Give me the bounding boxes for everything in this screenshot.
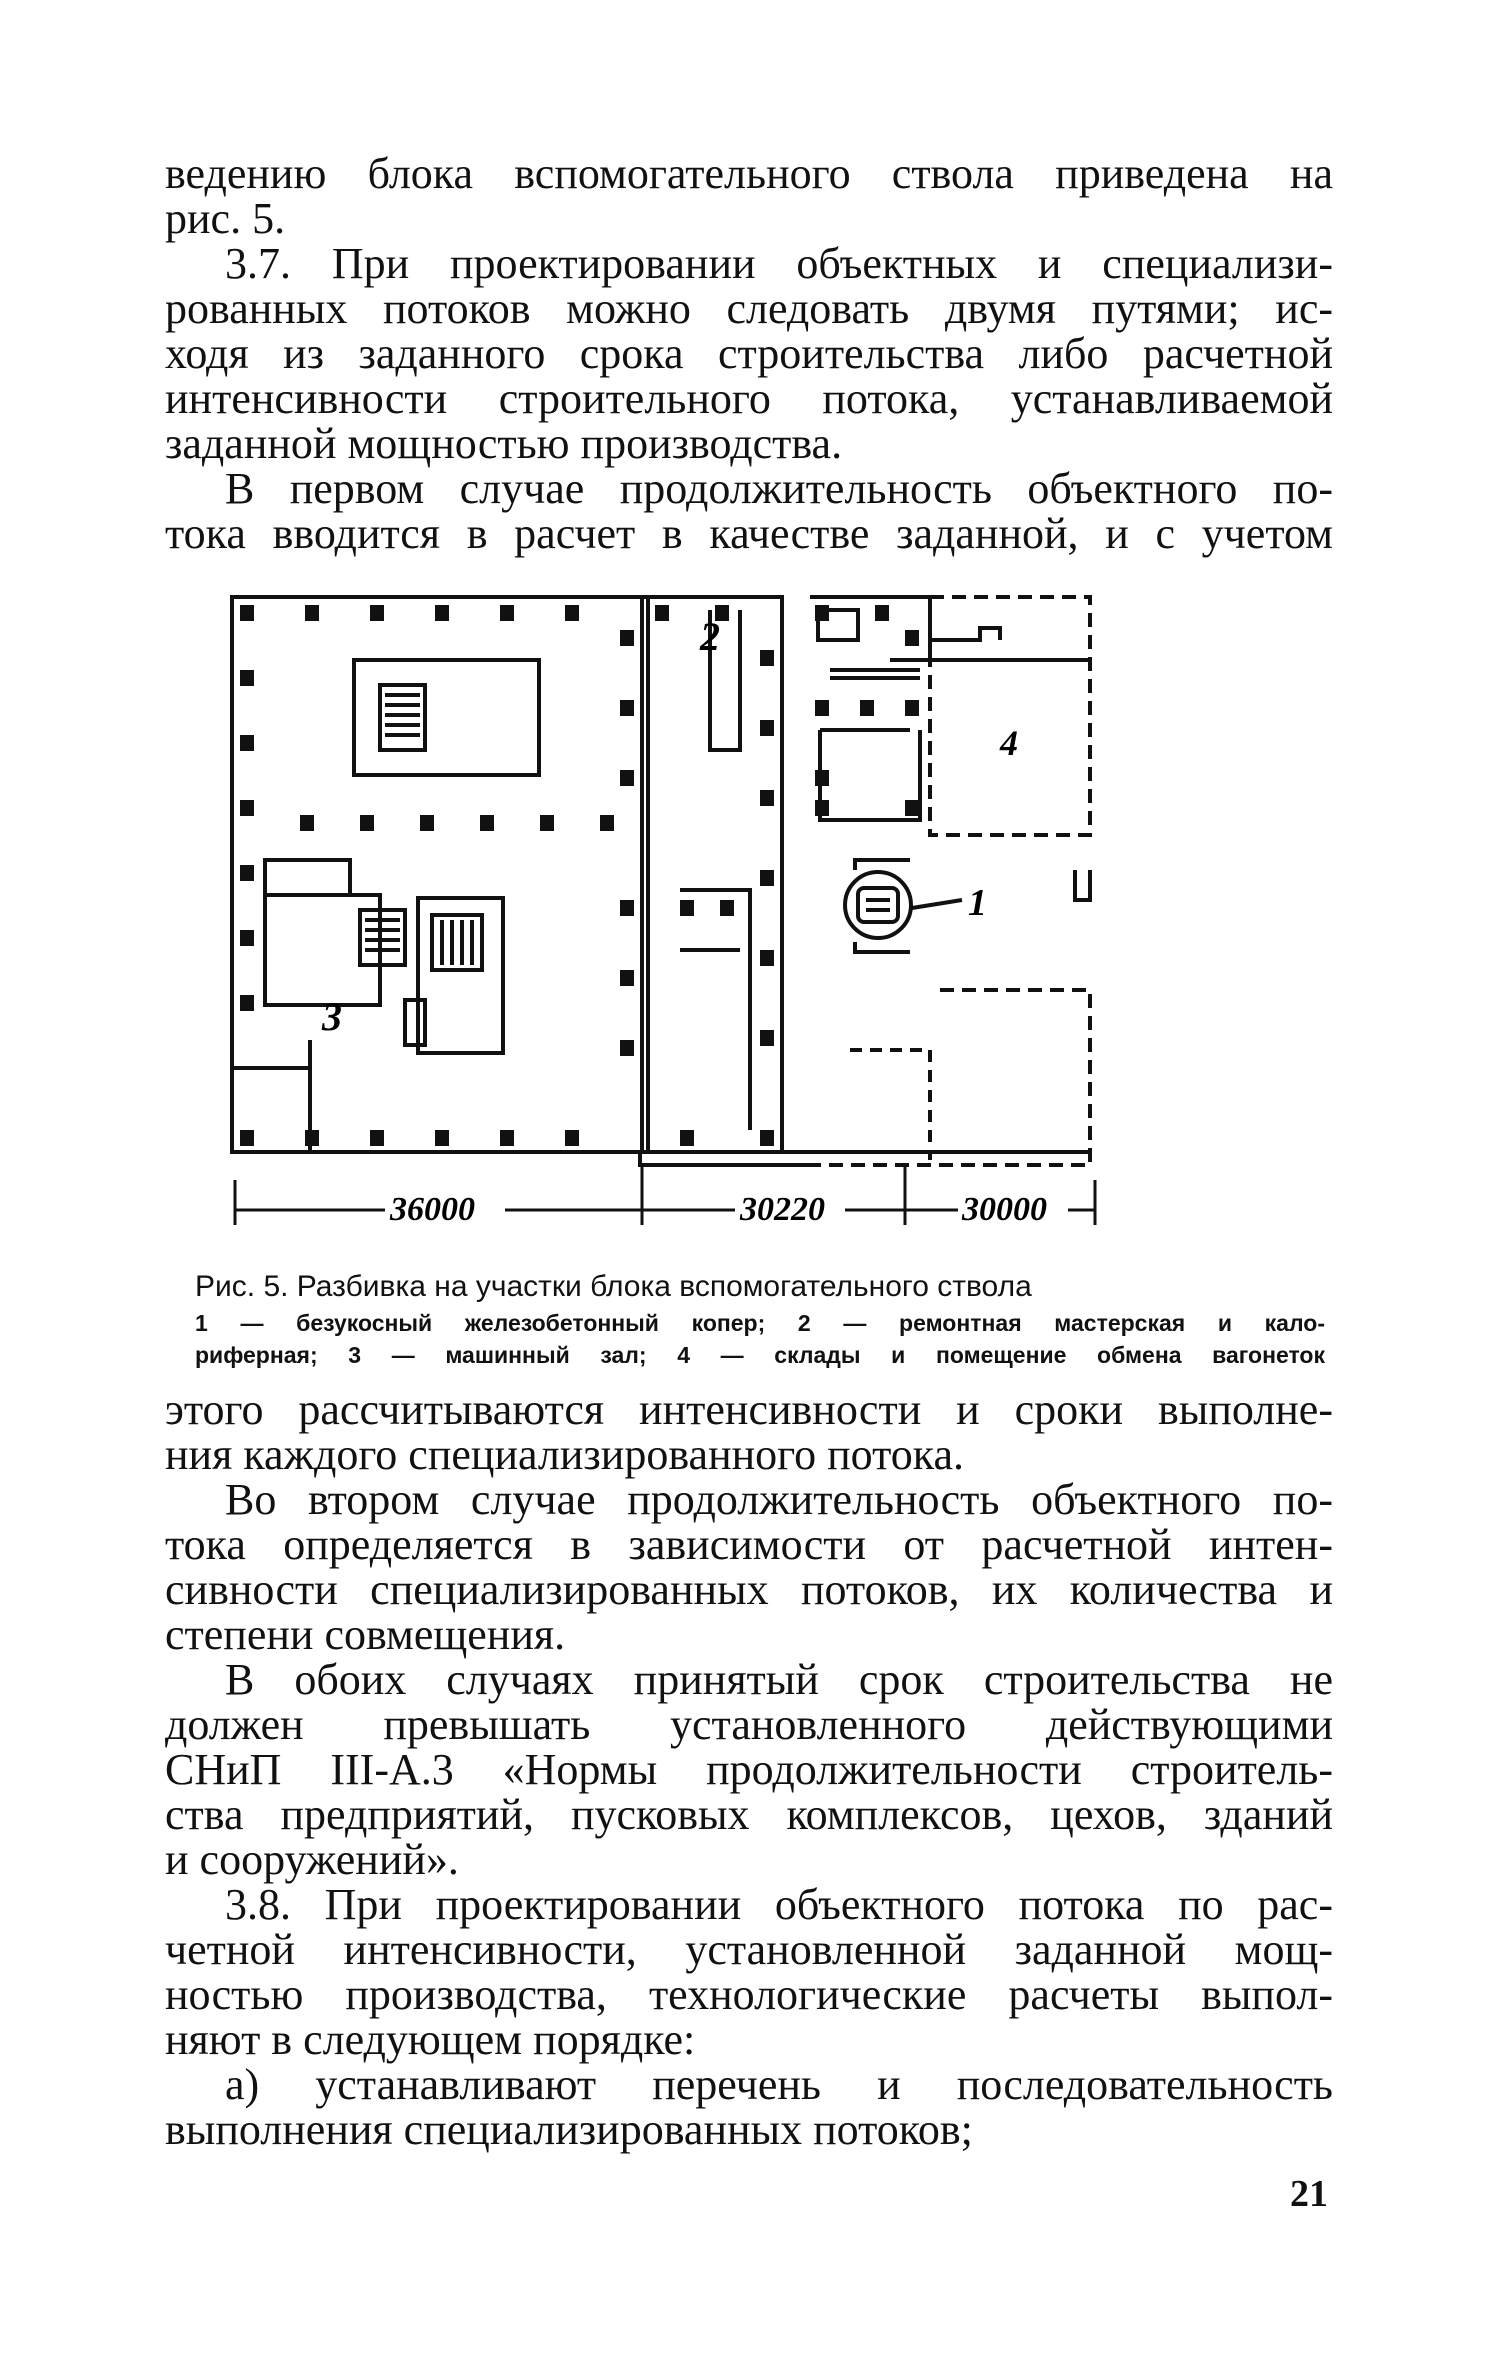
text-line: четной интенсивности, установленной заданной мощ- [165,1925,1333,1974]
text-line: тока определяется в зависимости от расчетной интен- [165,1520,1333,1569]
text-line: ведению блока вспомогательного ствола приведена на [165,149,1333,198]
floor-plan-figure [210,570,1330,1230]
figure-caption-line: 1 — безукосный железобетонный копер; 2 — ремонтная мастерская и кало- [195,1310,1325,1336]
figure-caption-line: риферная; 3 — машинный зал; 4 — склады и помещение обмена вагонеток [195,1342,1325,1368]
text-line: степени совмещения. [165,1610,566,1659]
dimension-30220: 30220 [740,1191,825,1228]
label-3: 3 [322,994,342,1039]
text-line: ходя из заданного срока строительства либо расчетной [165,329,1333,378]
text-line: 3.7. При проектировании объектных и специализи- [225,239,1333,288]
text-line: СНиП III-А.3 «Нормы продолжительности строитель- [165,1745,1333,1794]
text-line: няют в следующем порядке: [165,2015,696,2064]
text-line: а) устанавливают перечень и последовательность [225,2060,1333,2109]
dimension-30000: 30000 [962,1191,1047,1228]
label-2: 2 [700,614,720,659]
text-line: В первом случае продолжительность объектного по- [225,464,1333,513]
text-line: ностью производства, технологические расчеты выпол- [165,1970,1333,2019]
text-line: ства предприятий, пусковых комплексов, цехов, зданий [165,1790,1333,1839]
text-line: интенсивности строительного потока, устанавливаемой [165,374,1333,423]
text-line: рис. 5. [165,194,286,243]
columns [240,605,919,1146]
text-line: сивности специализированных потоков, их количества и [165,1565,1333,1614]
text-line: выполнения специализированных потоков; [165,2105,973,2154]
text-line: этого рассчитываются интенсивности и сроки выполне- [165,1385,1333,1434]
text-line: В обоих случаях принятый срок строительства не [225,1655,1333,1704]
page-number: 21 [1290,2173,1328,2215]
text-line: Во втором случае продолжительность объектного по- [225,1475,1333,1524]
label-4: 4 [1000,723,1018,763]
text-line: заданной мощностью производства. [165,419,843,468]
text-line: 3.8. При проектировании объектного потока по рас- [225,1880,1333,1929]
label-1: 1 [968,882,987,924]
figure-caption-title: Рис. 5. Разбивка на участки блока вспомогательного ствола [195,1270,1032,1303]
text-line: рованных потоков можно следовать двумя путями; ис- [165,284,1333,333]
text-line: и сооружений». [165,1835,459,1884]
dimension-36000: 36000 [390,1191,475,1228]
text-line: ния каждого специализированного потока. [165,1430,964,1479]
text-line: должен превышать установленного действующими [165,1700,1333,1749]
text-line: тока вводится в расчет в качестве заданной, и с учетом [165,509,1333,558]
bottom-text-block [165,1385,1333,2154]
top-text-block [165,149,1333,558]
